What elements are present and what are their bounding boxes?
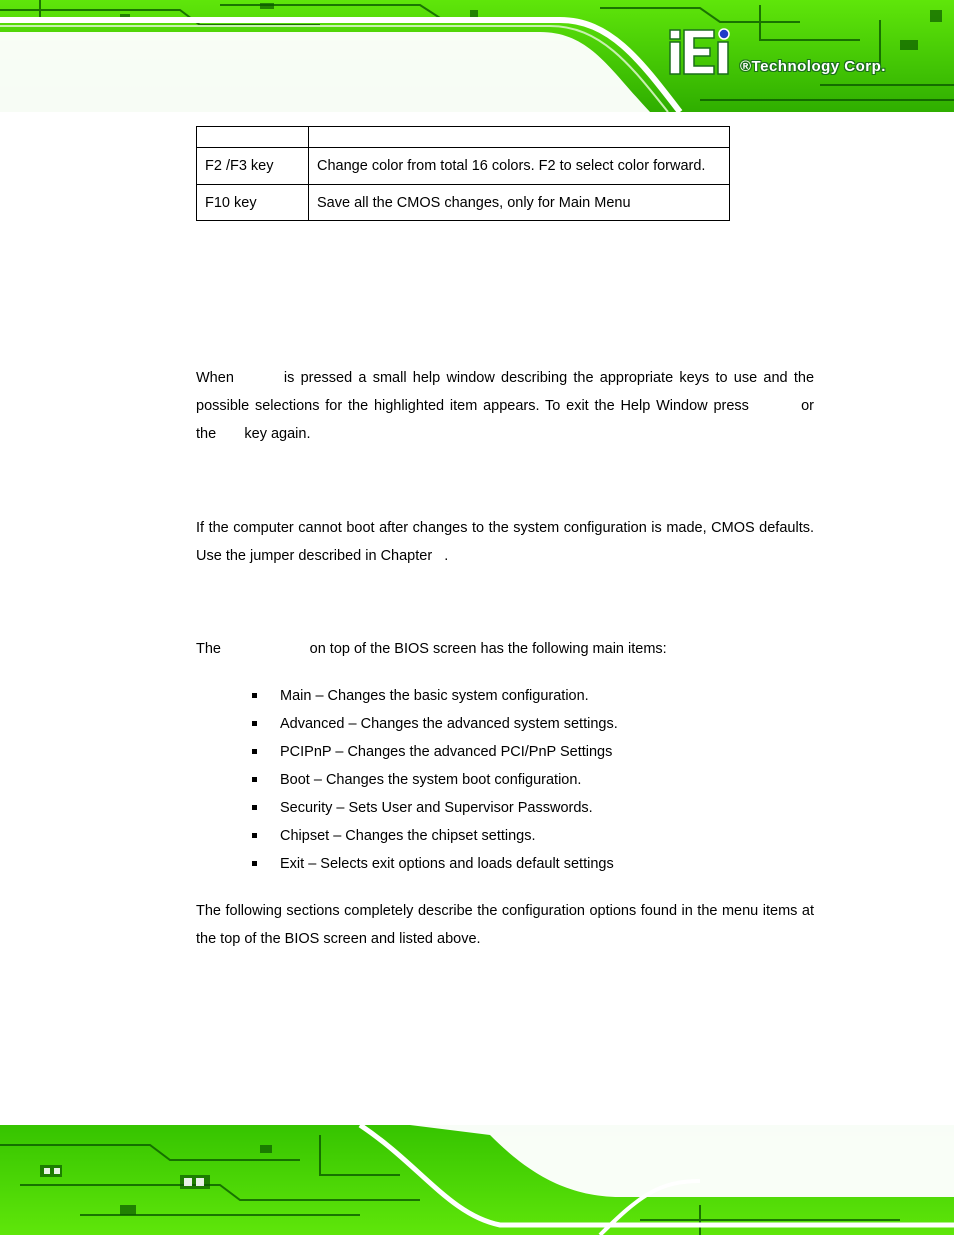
menu-intro-text-2: on top of the BIOS screen has the following main items:: [309, 641, 667, 657]
list-item: [252, 766, 618, 794]
list-item-text: Advanced – Changes the advanced system settings.: [280, 716, 618, 732]
list-item: [252, 794, 618, 822]
bullet-square-icon: [252, 833, 257, 838]
header-circuit-banner: [0, 0, 954, 112]
bullet-square-icon: [252, 693, 257, 698]
table-row: [197, 148, 730, 185]
help-text-1: When: [196, 370, 234, 386]
list-item: [252, 822, 618, 850]
list-item-text: Chipset – Changes the chipset settings.: [280, 828, 536, 844]
help-paragraph: [196, 364, 814, 448]
list-item-text: Exit – Selects exit options and loads default settings: [280, 856, 614, 872]
function-cell: Save all the CMOS changes, only for Main Menu: [309, 185, 730, 221]
list-item-text: Main – Changes the basic system configuration.: [280, 688, 589, 704]
footer-circuit-banner: [0, 1125, 954, 1235]
cmos-text-1: If the computer cannot boot after changes to the system configuration is made, CMOS defaults. Use the jumper described in Chapter: [196, 520, 814, 564]
closing-paragraph: The following sections completely describe the configuration options found in the menu items at the top of the BIOS screen and listed above.: [196, 903, 814, 947]
list-item-text: PCIPnP – Changes the advanced PCI/PnP Settings: [280, 744, 613, 760]
bullet-square-icon: [252, 749, 257, 754]
header-cell-function: [309, 127, 730, 148]
company-tagline: ®Technology Corp.: [740, 58, 886, 75]
help-text-2: is pressed a small help window describing the appropriate keys to use and the possible selections for the highlighted item appears. To exit the Help Window press: [196, 370, 815, 414]
list-item-text: Boot – Changes the system boot configuration.: [280, 772, 582, 788]
function-cell: Change color from total 16 colors. F2 to select color forward.: [309, 148, 730, 185]
key-cell: F2 /F3 key: [197, 148, 309, 185]
list-item: [252, 850, 618, 878]
table-row: [197, 185, 730, 221]
menu-items-list: [252, 682, 618, 878]
menu-intro-paragraph: [196, 635, 814, 663]
bullet-square-icon: [252, 805, 257, 810]
bullet-square-icon: [252, 777, 257, 782]
bullet-square-icon: [252, 721, 257, 726]
menu-intro-text-1: The: [196, 641, 221, 657]
cmos-paragraph: [196, 514, 814, 570]
bios-key-table: [196, 126, 730, 221]
list-item-text: Security – Sets User and Supervisor Passwords.: [280, 800, 593, 816]
header-cell-key: [197, 127, 309, 148]
bullet-square-icon: [252, 861, 257, 866]
list-item: [252, 710, 618, 738]
key-cell: F10 key: [197, 185, 309, 221]
table-header-row: [197, 127, 730, 148]
list-item: [252, 682, 618, 710]
list-item: [252, 738, 618, 766]
cmos-text-2: .: [444, 548, 449, 564]
help-text-3: or the: [196, 398, 815, 442]
help-text-4: key again.: [244, 426, 311, 442]
